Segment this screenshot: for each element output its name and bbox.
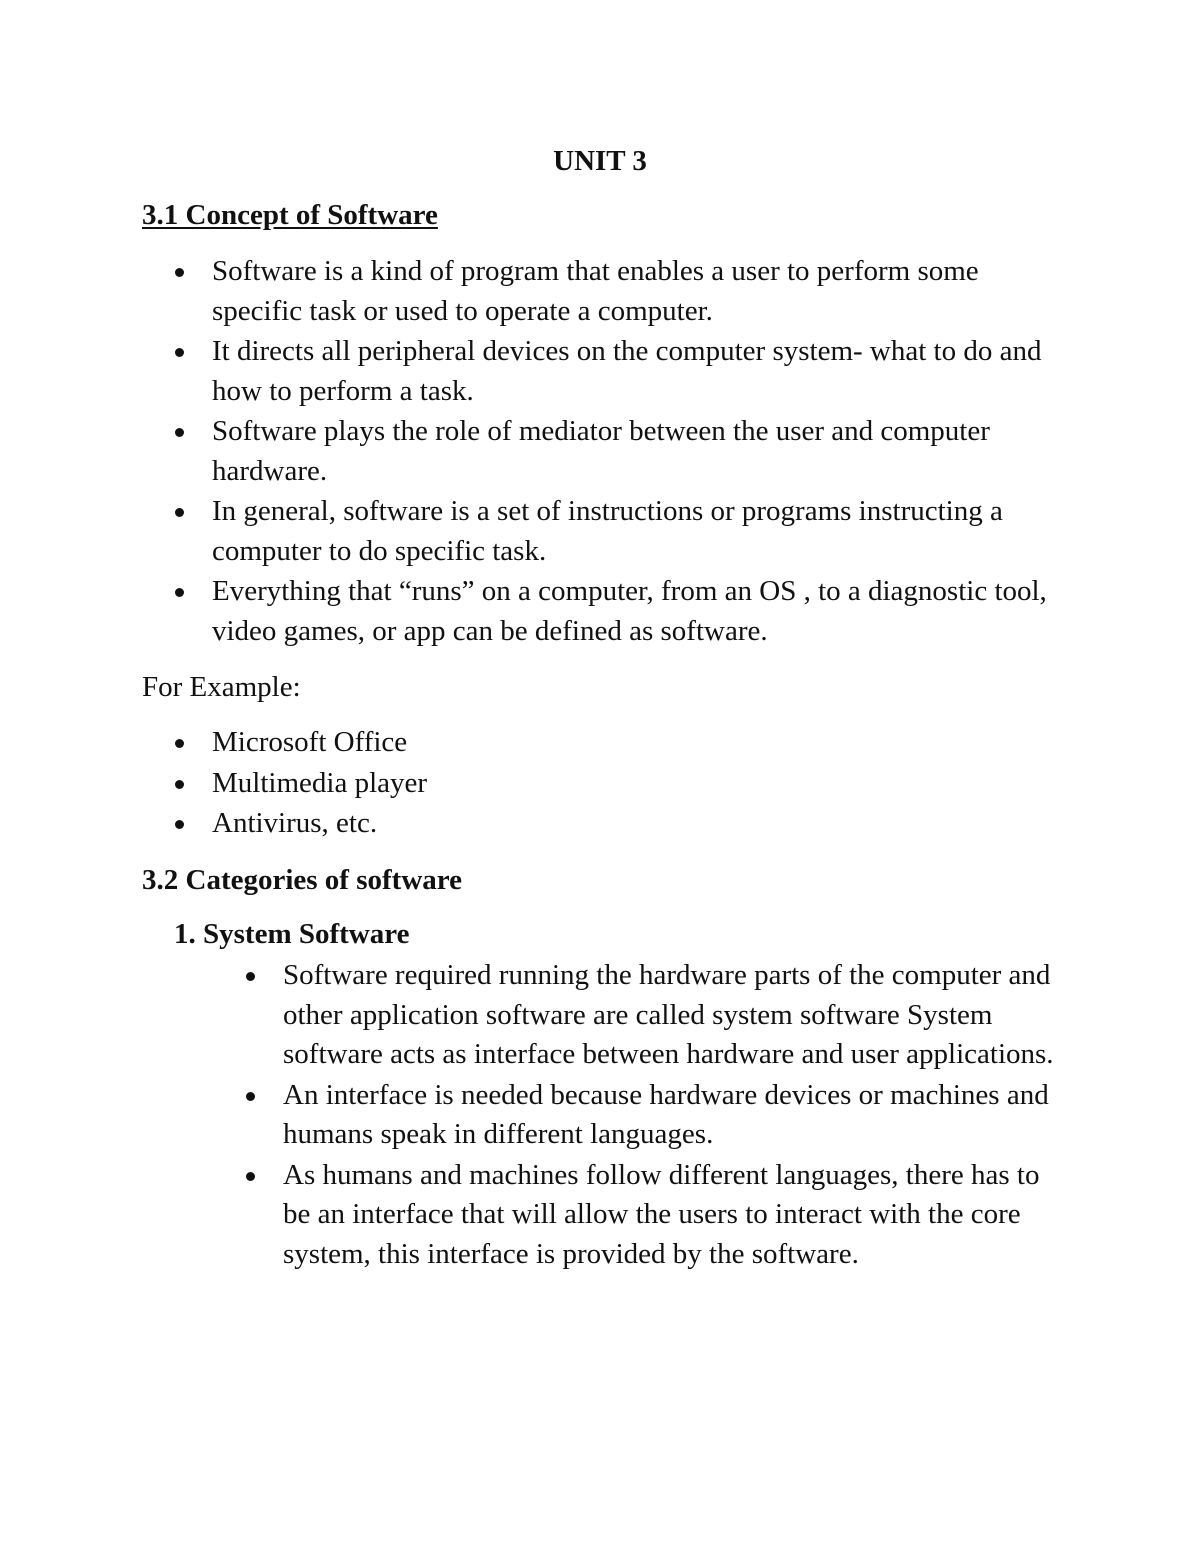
bullet-text: In general, software is a set of instructions or programs instructing a computer to do specific task.	[212, 495, 1003, 567]
concept-bullet-list	[142, 252, 1062, 651]
section-heading-concept: 3.1 Concept of Software	[142, 199, 438, 231]
system-software-bullet-list	[213, 956, 1063, 1274]
example-label: For Example:	[142, 671, 301, 703]
unit-title: UNIT 3	[553, 145, 647, 177]
bullet-icon	[175, 348, 184, 357]
section-heading-categories: 3.2 Categories of software	[142, 864, 462, 896]
list-item	[142, 572, 1062, 651]
list-item	[213, 1156, 1063, 1275]
list-item	[142, 723, 1062, 763]
bullet-icon	[175, 820, 184, 829]
bullet-icon	[246, 1092, 255, 1101]
list-item	[142, 412, 1062, 491]
bullet-text: Multimedia player	[212, 766, 428, 799]
list-item	[142, 252, 1062, 331]
bullet-text: It directs all peripheral devices on the computer system- what to do and how to perform a task.	[212, 335, 1042, 407]
bullet-text: Microsoft Office	[212, 726, 408, 758]
bullet-icon	[175, 428, 184, 437]
bullet-text: An interface is needed because hardware devices or machines and humans speak in different languages.	[283, 1078, 1049, 1150]
bullet-icon	[246, 1172, 255, 1181]
bullet-icon	[175, 588, 184, 597]
bullet-text: Everything that “runs” on a computer, from an OS , to a diagnostic tool, video games, or app can be defined as software.	[212, 575, 1047, 647]
list-item	[142, 492, 1062, 571]
list-item	[142, 804, 1062, 844]
bullet-icon	[175, 780, 184, 789]
bullet-text: Software is a kind of program that enables a user to perform some specific task or used to operate a computer.	[212, 255, 979, 327]
bullet-text: Software plays the role of mediator between the user and computer hardware.	[212, 415, 990, 487]
subsection-heading-system-software: 1. System Software	[174, 918, 410, 950]
bullet-icon	[175, 739, 184, 748]
bullet-icon	[175, 508, 184, 517]
example-bullet-list	[142, 723, 1062, 844]
list-item	[213, 1076, 1063, 1155]
bullet-icon	[175, 268, 184, 277]
list-item	[213, 956, 1063, 1075]
bullet-text: As humans and machines follow different languages, there has to be an interface that will allow the users to interact with the core system, this interface is provided by the software.	[283, 1158, 1040, 1270]
list-item	[142, 764, 1062, 804]
list-item	[142, 332, 1062, 411]
bullet-text: Antivirus, etc.	[212, 807, 378, 839]
bullet-icon	[246, 972, 255, 981]
bullet-text: Software required running the hardware parts of the computer and other application software are called system software System software acts as interface between hardware and user applications.	[283, 959, 1054, 1070]
